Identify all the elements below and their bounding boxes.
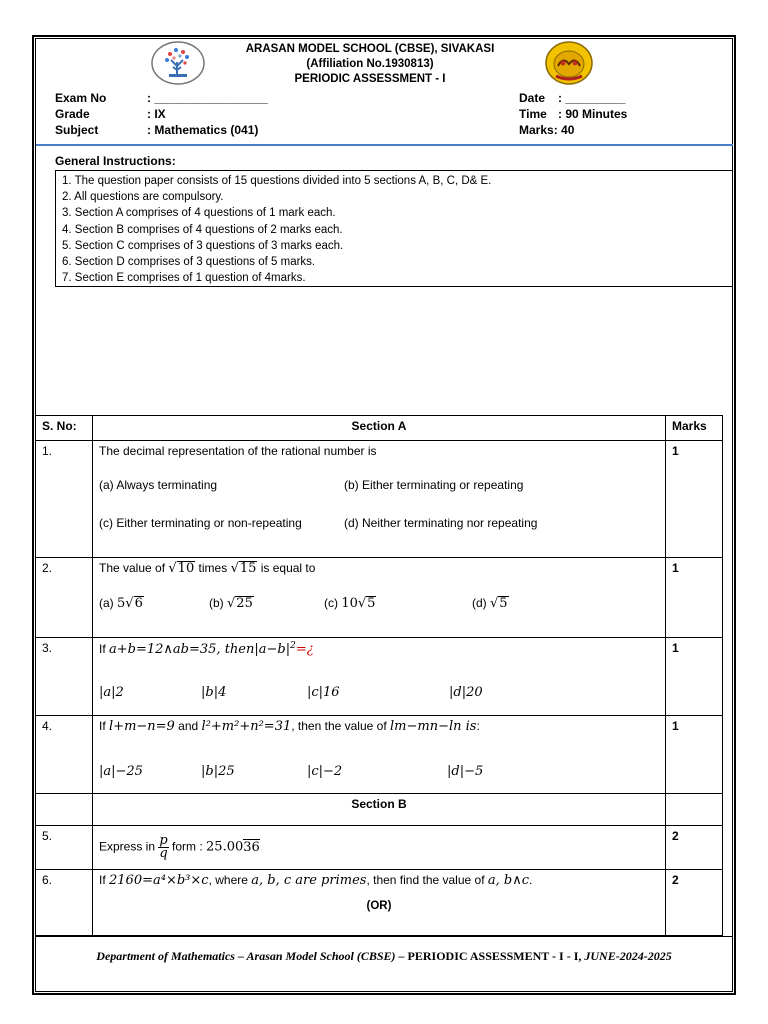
q4-expression-2: l²+m²+n²=31 [201, 719, 292, 734]
q2-text: The value of √10 times √15 is equal to [99, 561, 316, 576]
date-label: Date [519, 91, 546, 105]
q2-option-c: (c) 10√5 [324, 596, 376, 611]
q4-expression-3: lm−mn−ln is [390, 719, 477, 734]
question-table [35, 415, 723, 936]
q2-option-a: (a) 5√6 [99, 596, 143, 611]
q4-number: 4. [36, 716, 93, 794]
exam-no-value: : _________________ [147, 91, 268, 105]
q6-mid: , where [208, 873, 252, 887]
instruction-item: 5. Section C comprises of 3 questions of 3 marks each. [62, 239, 344, 252]
q2-opt-b-rad: 25 [236, 596, 253, 611]
q2-text-c: is equal to [257, 561, 316, 575]
q3-prefix: If [99, 642, 110, 656]
q3-tail: =¿ [295, 642, 314, 657]
q6-end: . [529, 873, 533, 887]
q6-body [93, 870, 666, 936]
q3-marks: 1 [666, 638, 723, 716]
school-tree-logo [150, 40, 206, 86]
q2-opt-b-label: (b) [209, 596, 227, 610]
q6-expression-3: a, b∧c [487, 873, 530, 888]
q3-text [99, 641, 659, 657]
question-row-4 [36, 716, 723, 794]
question-row-1 [36, 441, 723, 558]
q5-value-repeating: 36 [243, 839, 260, 855]
section-b-title: Section B [93, 794, 666, 826]
q1-number: 1. [36, 441, 93, 558]
q5-number: 5. [36, 826, 93, 870]
q2-option-d: (d) √5 [472, 596, 508, 611]
q4-prefix: If [99, 719, 110, 733]
question-row-5 [36, 826, 723, 870]
q3-option-c: |c|16 [307, 685, 340, 700]
footer-year: JUNE-2024-2025 [584, 949, 672, 963]
meta-left-values [147, 90, 268, 138]
q4-and: and [174, 719, 202, 733]
q5-frac-den: q [159, 846, 168, 861]
q4-mid: , then the value of [291, 719, 390, 733]
q6-prefix: If [99, 873, 110, 887]
instruction-item: 6. Section D comprises of 3 questions of 5 marks. [62, 256, 316, 269]
q6-tail: , then find the value of [366, 873, 488, 887]
q3-option-d: |d|20 [449, 685, 483, 700]
col-sno: S. No: [36, 416, 93, 441]
q5-frac-num: p [159, 833, 168, 848]
q2-marks: 1 [666, 558, 723, 638]
instruction-item: 1. The question paper consists of 15 questions divided into 5 sections A, B, C, D& E. [62, 175, 492, 187]
q4-expression-1: l+m−n=9 [109, 719, 175, 734]
question-row-2 [36, 558, 723, 638]
q2-opt-c-coef: 10 [341, 596, 358, 611]
q6-expression: 2160=a⁴×b³×c [109, 873, 209, 888]
q3-exponent: 2 [290, 641, 296, 651]
q2-body [93, 558, 666, 638]
q6-number: 6. [36, 870, 93, 936]
q1-option-b: (b) Either terminating or repeating [344, 478, 524, 492]
q1-body [93, 441, 666, 558]
q2-opt-a-label: (a) [99, 596, 117, 610]
footer-assessment: PERIODIC ASSESSMENT - I - I, [404, 949, 585, 963]
meta-left-labels [55, 90, 106, 138]
q1-option-c: (c) Either terminating or non-repeating [99, 516, 302, 530]
q3-option-b: |b|4 [201, 685, 227, 700]
col-section-a: Section A [93, 416, 666, 441]
q4-option-a: |a|−25 [99, 764, 143, 779]
date-value: : _________ [558, 91, 626, 105]
q2-radicand-1: 10 [177, 561, 195, 576]
q6-or: (OR) [366, 900, 392, 912]
q1-option-a: (a) Always terminating [99, 478, 218, 492]
q3-option-a: |a|2 [99, 685, 124, 700]
q4-body [93, 716, 666, 794]
subject-label: Subject [55, 123, 99, 137]
q2-opt-d-rad: 5 [499, 596, 508, 611]
q2-radicand-2: 15 [239, 561, 257, 576]
q4-option-b: |b|25 [201, 764, 235, 779]
question-row-3 [36, 638, 723, 716]
q3-body [93, 638, 666, 716]
q1-marks: 1 [666, 441, 723, 558]
q5-marks: 2 [666, 826, 723, 870]
q1-option-d: (d) Neither terminating nor repeating [344, 516, 538, 530]
q2-opt-a-coef: 5 [117, 596, 126, 611]
instruction-item: 3. Section A comprises of 4 questions of 1 mark each. [62, 207, 336, 220]
q2-text-a: The value of [99, 561, 169, 575]
q5-body [93, 826, 666, 870]
instruction-item: 2. All questions are compulsory. [62, 191, 224, 204]
time-value: : 90 Minutes [558, 107, 628, 121]
q5-fraction [158, 835, 168, 860]
instruction-item: 4. Section B comprises of 4 questions of 2 marks each. [62, 223, 343, 236]
grade-value: : IX [147, 107, 166, 121]
q2-opt-a-rad: 6 [134, 596, 143, 611]
instructions-box [55, 170, 733, 287]
q4-option-d: |d|−5 [447, 764, 484, 779]
footer-dept: Department of Mathematics – Arasan Model School (CBSE) – [96, 949, 405, 963]
header-divider [36, 144, 733, 146]
q2-text-b: times [195, 561, 231, 575]
school-header [200, 42, 540, 87]
marks-label: Marks: 40 [519, 123, 575, 137]
col-marks: Marks [666, 416, 723, 441]
q5-prefix: Express in [99, 839, 159, 854]
school-emblem-logo [544, 40, 594, 86]
q4-option-c: |c|−2 [307, 764, 343, 779]
q2-opt-c-rad: 5 [367, 596, 376, 611]
q1-text: The decimal representation of the rational number is [99, 444, 377, 458]
q2-number: 2. [36, 558, 93, 638]
exam-no-label: Exam No [55, 91, 107, 105]
q2-opt-d-label: (d) [472, 596, 490, 610]
q6-marks: 2 [666, 870, 723, 936]
q2-option-b: (b) √25 [209, 596, 253, 611]
grade-label: Grade [55, 107, 90, 121]
time-label: Time [519, 107, 547, 121]
question-row-6 [36, 870, 723, 936]
exam-title: PERIODIC ASSESSMENT - I [294, 73, 446, 85]
q4-marks: 1 [666, 716, 723, 794]
q3-expression: a+b=12∧ab=35, then|a−b| [109, 642, 291, 657]
instruction-item: 7. Section E comprises of 1 question of 4marks. [62, 272, 306, 285]
q4-text [99, 719, 659, 734]
meta-right-values [558, 90, 627, 122]
q4-end: : [476, 719, 480, 733]
affiliation: (Affiliation No.1930813) [306, 58, 434, 70]
q2-opt-c-label: (c) [324, 596, 342, 610]
section-b-row [36, 794, 723, 826]
page-footer [35, 936, 733, 964]
table-header-row [36, 416, 723, 441]
q5-value-base: 25.00 [206, 839, 244, 855]
school-name: ARASAN MODEL SCHOOL (CBSE), SIVAKASI [245, 43, 495, 55]
q6-text [99, 873, 659, 888]
q3-number: 3. [36, 638, 93, 716]
subject-value: : Mathematics (041) [147, 123, 259, 137]
instructions-title: General Instructions: [55, 154, 176, 168]
q6-expression-2: a, b, c are primes [251, 873, 367, 888]
q5-mid: form : [168, 839, 207, 854]
